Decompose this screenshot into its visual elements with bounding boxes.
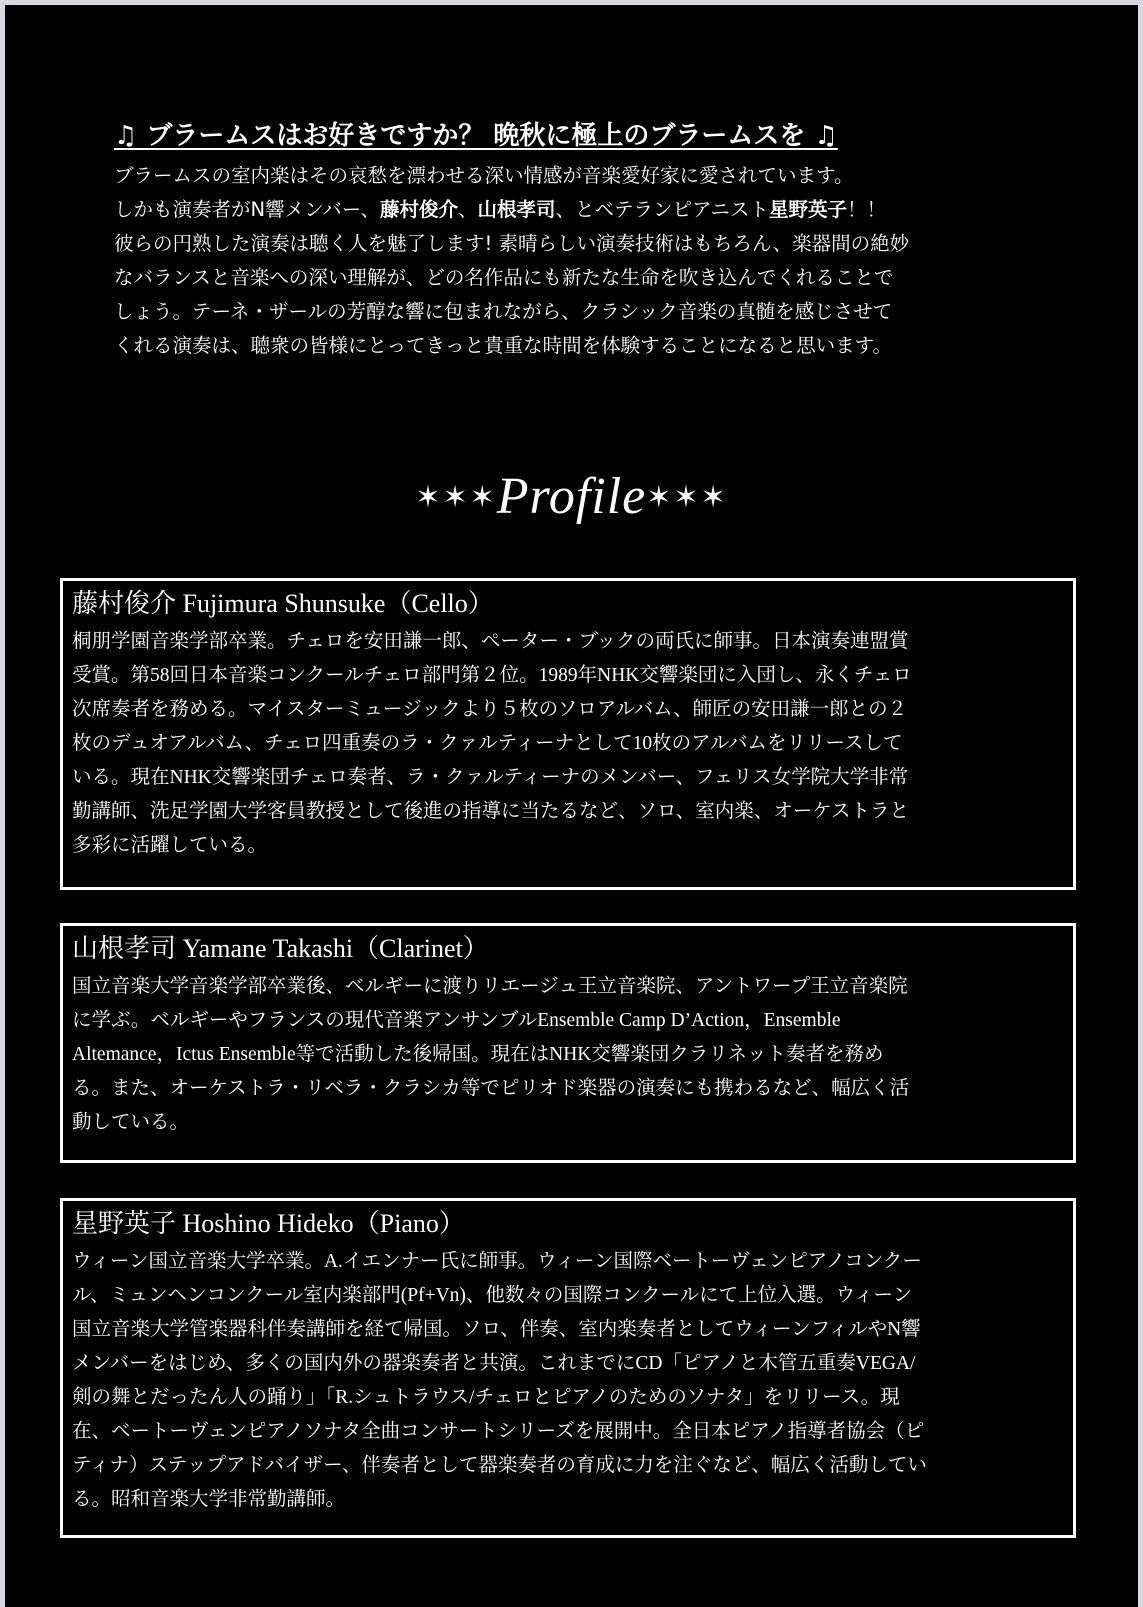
intro-line: しょう。テーネ・ザールの芳醇な響に包まれながら、クラシック音楽の真髄を感じさせて — [114, 300, 893, 323]
profile-card-title: 星野英子 Hoshino Hideko（Piano） — [72, 1209, 465, 1238]
profile-card-title: 藤村俊介 Fujimura Shunsuke（Cello） — [72, 589, 494, 618]
profile-text-line: ル、ミュンヘンコンクール室内楽部門(Pf+Vn)、他数々の国際コンクールにて上位入選。ウィーン — [72, 1285, 913, 1306]
profile-text-line: 勤講師、洗足学園大学客員教授として後進の指導に当たるなど、ソロ、室内楽、オーケストラと — [72, 801, 909, 822]
profile-text-line: 多彩に活躍している。 — [72, 835, 268, 856]
profile-text-line: 在、ベートーヴェンピアノソナタ全曲コンサートシリーズを展開中。全日本ピアノ指導者協会（ピ — [72, 1421, 925, 1442]
intro-line: くれる演奏は、聴衆の皆様にとってきっと貴重な時間を体験することになると思います。 — [114, 334, 893, 357]
profile-text-line: 次席奏者を務める。マイスターミュージックより５枚のソロアルバム、師匠の安田謙一郎との２ — [72, 699, 908, 720]
profile-text-line: 剣の舞とだったん人の踊り」「R.シュトラウス/チェロとピアノのためのソナタ」をリリース。現 — [72, 1387, 900, 1408]
intro-line: なバランスと音楽への深い理解が、どの名作品にも新たな生命を吹き込んでくれることで — [114, 266, 894, 289]
intro-text: ！！ — [847, 198, 887, 221]
intro-text: しかも演奏者がN響メンバー、 — [114, 198, 380, 221]
intro-heading: ♫ ブラームスはお好きですか？ 晩秋に極上のブラームスを ♫ — [114, 121, 838, 151]
profile-heading-text: Profile — [496, 468, 647, 525]
intro-text: 、 — [457, 198, 478, 221]
profile-text-line: 桐朋学園音楽学部卒業。チェロを安田謙一郎、ペーター・ブックの両氏に師事。日本演奏連盟賞 — [72, 631, 909, 652]
intro-line: 彼らの円熟した演奏は聴く人を魅了します! 素晴らしい演奏技術はもちろん、楽器間の絶妙 — [114, 232, 910, 255]
profile-text-line: いる。現在NHK交響楽団チェロ奏者、ラ・クァルティーナのメンバー、フェリス女学院大学非常 — [72, 767, 909, 788]
profile-text-line: 受賞。第58回日本音楽コンクールチェロ部門第２位。1989年NHK交響楽団に入団し、永くチェロ — [72, 665, 912, 686]
profile-text-line: ティナ）ステップアドバイザー、伴奏者として器楽奏者の育成に力を注ぐなど、幅広く活動してい — [72, 1455, 927, 1476]
decorative-stars-right: ✶✶✶ — [646, 480, 728, 515]
profile-text-line: る。また、オーケストラ・リベラ・クラシカ等でピリオド楽器の演奏にも携わるなど、幅広く活 — [72, 1078, 910, 1099]
profile-card-fujimura — [60, 578, 1076, 890]
profile-text-line: る。昭和音楽大学非常勤講師。 — [72, 1489, 346, 1510]
profile-card-hoshino — [60, 1198, 1076, 1538]
performer-name-hoshino: 星野英子 — [769, 198, 848, 221]
profile-text-line: 枚のデュオアルバム、チェロ四重奏のラ・クァルティーナとして10枚のアルバムをリリースして — [72, 733, 903, 754]
intro-text: 、とベテランピアニスト — [555, 198, 770, 221]
profile-heading — [5, 467, 1138, 529]
intro-section — [114, 117, 1064, 363]
profile-card-title: 山根孝司 Yamane Takashi（Clarinet） — [72, 934, 489, 963]
profile-text-line: に学ぶ。ベルギーやフランスの現代音楽アンサンブルEnsemble Camp D’Action，Ensemble — [72, 1010, 841, 1031]
decorative-stars-left: ✶✶✶ — [415, 480, 497, 515]
intro-line: ブラームスの室内楽はその哀愁を漂わせる深い情感が音楽愛好家に愛されています。 — [114, 164, 854, 187]
profile-text-line: メンバーをはじめ、多くの国内外の器楽奏者と共演。これまでにCD「ピアノと木管五重奏VEGA/ — [72, 1353, 916, 1374]
profile-text-line: 動している。 — [72, 1112, 190, 1133]
performer-name-yamane: 山根孝司 — [477, 198, 556, 221]
profile-text-line: Altemance，Ictus Ensemble等で活動した後帰国。現在はNHK交響楽団クラリネット奏者を務め — [72, 1044, 884, 1065]
profile-text-line: 国立音楽大学音楽学部卒業後、ベルギーに渡りリエージュ王立音楽院、アントワープ王立音楽院 — [72, 976, 908, 997]
profile-card-yamane — [60, 923, 1076, 1163]
performer-name-fujimura: 藤村俊介 — [379, 198, 458, 221]
profile-text-line: ウィーン国立音楽大学卒業。A.イエンナー氏に師事。ウィーン国際ベートーヴェンピアノコンクー — [72, 1251, 922, 1272]
profile-text-line: 国立音楽大学管楽器科伴奏講師を経て帰国。ソロ、伴奏、室内楽奏者としてウィーンフィルやN響 — [72, 1319, 921, 1340]
intro-line-performers — [114, 193, 1064, 227]
flyer-page — [5, 5, 1138, 1607]
